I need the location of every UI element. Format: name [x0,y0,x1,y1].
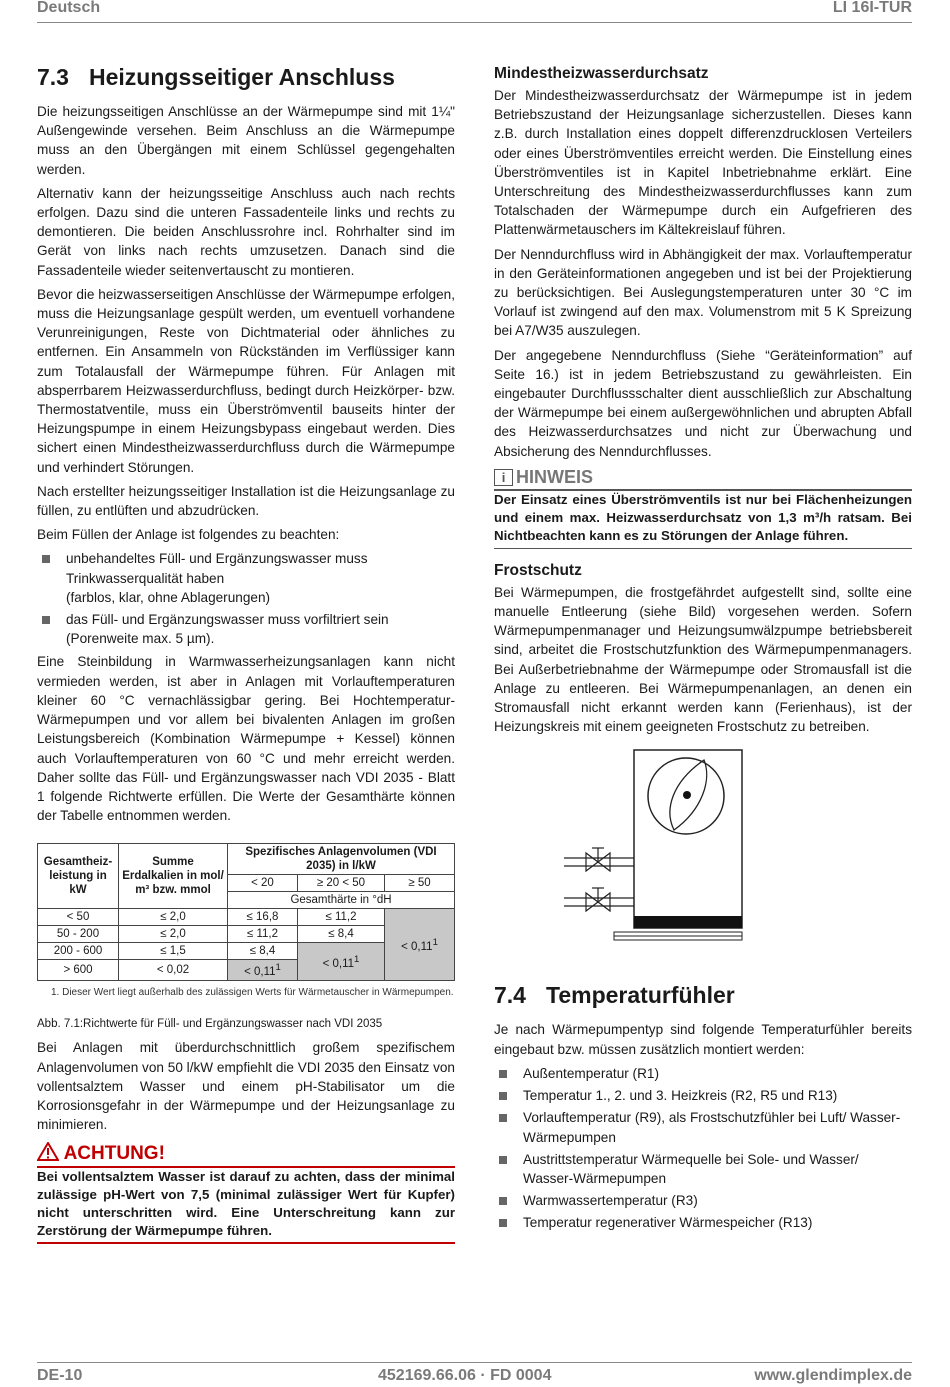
table-cell: ≤ 11,2 [297,909,384,926]
table-cell: ≤ 8,4 [297,926,384,943]
page-number: DE-10 [37,1367,83,1384]
warning-triangle-icon [37,1142,59,1161]
table-cell: ≤ 8,4 [228,943,298,960]
table-header: Gesamtheiz-leistung in kW [38,844,119,909]
section-number: 7.4 [494,982,526,1009]
table-cell: < 50 [38,909,119,926]
section-heading-7-3 [37,60,455,94]
header-language: Deutsch [37,0,101,16]
subheading-mindestheizwasserdurchsatz: Mindestheizwasserdurchsatz [494,65,709,82]
list-item: Temperatur regenerativer Wärmespeicher (R13) [494,1213,912,1232]
list-item: Austrittstemperatur Wärmequelle bei Sole- und Wasser/ Wasser-Wärmepumpen [494,1150,912,1188]
section-title: Heizungsseitiger Anschluss [89,64,395,90]
table-cell-merged: < $0,11^1$ [385,909,455,981]
left-column [37,60,455,1244]
water-guideline-table [37,843,455,981]
table-cell: ≤ 11,2 [228,926,298,943]
table-header: < 20 [228,875,298,892]
fill-water-list [37,549,455,648]
note-title: HINWEIS [516,466,594,487]
table-footnote: 1. Dieser Wert liegt außerhalb des zulässigen Werts für Wärmetauscher in Wärmepumpen. [51,987,454,999]
list-item: Temperatur 1., 2. und 3. Heizkreis (R2, R5 und R13) [494,1086,912,1105]
table-cell: 200 - 600 [38,943,119,960]
subheading-frostschutz: Frostschutz [494,561,582,579]
table-header: Spezifisches Anlagenvolumen (VDI 2035) in l/kW [228,844,455,875]
table-cell: < $0,11^1$ [228,960,298,981]
list-item: Vorlauftemperatur (R9), als Frostschutzfühler bei Luft/ Wasser-Wärmepumpen [494,1108,912,1146]
note-heading [494,468,912,491]
paragraph: Bei Anlagen mit überdurchschnittlich großem spezifischem Anlagenvolumen von 50 l/kW empfiehlt die VDI 2035 den Einsatz von vollentsalztem Wasser und einem pH-Stabilisator um die Korrosionsgefahr in der Wärmepumpe und der Heizungsanlage zu minimieren. [37,1040,455,1133]
paragraph: Bei Wärmepumpen, die frostgefährdet aufgestellt sind, sollte eine manuelle Entleerung (siehe Bild) vorgesehen werden. Sofern Wärmepumpenmanager und Heizungsumwälzpumpe betriebsbereit sind, arbeitet die Frostschutzfunktion des Wärmepumpenmanagers. Bei Außerbetriebnahme der Wärmepumpe oder Stromausfall ist die Anlage zu entleeren. Bei Wärmepumpenanlagen, an denen ein Stromausfall nicht erkannt werden kann (Ferienhaus), ist der Heizungskreis mit einem geeigneten Frostschutz zu betreiben. [494,584,912,735]
note-text: Der Einsatz eines Überströmventils ist nur bei Flächenheizungen und einem max. Heizwasserdurchsatz von 1,3 m³/h ratsam. Bei Nichtbeachten kann es zu Störungen der Anlage führen. [494,491,912,549]
page-header [37,0,912,23]
table-header: Summe Erdalkalien in mol/ m³ bzw. mmol [119,844,228,909]
table-cell: ≤ 2,0 [119,926,228,943]
table-header: ≥ 50 [385,875,455,892]
paragraph: Der Nenndurchfluss wird in Abhängigkeit der max. Vorlauftemperatur in den Geräteinformationen angegeben und ist bei der Projektierung zu berücksichtigen. Bei Auslegungstemperaturen unter 30 °C im Vorlauf ist zwingend auf den max. Volumenstrom mit 5 K Spreizung bei A7/W35 auszulegen. [494,246,912,339]
figure-caption: Abb. 7.1:Richtwerte für Füll- und Ergänzungswasser nach VDI 2035 [37,1018,383,1031]
table-row [38,909,455,926]
list-item: Warmwassertemperatur (R3) [494,1191,912,1210]
list-item: das Füll- und Ergänzungswasser muss vorfiltriert sein (Porenweite max. 5 µm). [37,610,455,648]
drain-diagram [494,748,912,958]
paragraph: Eine Steinbildung in Warmwasserheizungsanlagen kann nicht vermieden werden, ist aber in Anlagen mit Vorlauftemperaturen kleiner 60 °C vernachlässigbar gering. Bei Hochtemperatur-Wärmepumpen und vor allem bei bivalenten Anlagen im großen Leistungsbereich (Kombination Wärmepumpe + Kessel) können auch Vorlauftemperaturen von 60 °C und mehr erreicht werden. Daher sollte das Füll- und Ergänzungswasser nach VDI 2035 - Blatt 1 folgende Richtwerte erfüllen. Die Werte der Gesamthärte können der Tabelle entnommen werden. [37,654,455,824]
sensor-list [494,1064,912,1233]
section-heading-7-4 [494,978,912,1012]
paragraph: Der angegebene Nenndurchfluss (Siehe “Geräteinformation” auf Seite 16.) ist in jedem Betriebszustand zu gewährleisten. Ein eingebauter Durchflussschalter dient ausschließlich zur Abschaltung der Wärmepumpe bei einem außergewöhnlichen und abrupten Abfall des Heizwasserdurchsatzes und nicht zur Überwachung und Absicherung des Nenndurchflusses. [494,347,912,459]
table-cell-merged: < $0,11^1$ [297,943,384,981]
info-icon: i [494,469,513,486]
section-number: 7.3 [37,64,69,90]
list-item: Außentemperatur (R1) [494,1064,912,1083]
paragraph: Alternativ kann der heizungsseitige Anschluss auch nach rechts erfolgen. Dazu sind die unteren Fassadenteile links und rechts zu demontieren. Die beiden Anschlussrohre incl. Rohrhalter sind im Gerät von links nach rechts umzusetzen. Danach sind die Fassadenteile wieder seitenvertauscht zu montieren. [37,185,455,278]
paragraph: Beim Füllen der Anlage ist folgendes zu beachten: [37,527,340,543]
right-column [494,64,912,1237]
table-cell: ≤ 16,8 [228,909,298,926]
table-cell: > 600 [38,960,119,981]
section-title: Temperaturfühler [546,982,735,1009]
table-cell: 50 - 200 [38,926,119,943]
warning-heading [37,1142,455,1168]
table-cell: < 0,02 [119,960,228,981]
heat-pump-drain-illustration [494,748,912,958]
table-header: Gesamthärte in °dH [228,892,455,909]
document-number: 452169.66.06 · FD 0004 [378,1367,552,1384]
warning-text: Bei vollentsalztem Wasser ist darauf zu achten, dass der minimal zulässige pH-Wert von 7,5 (minimal zulässiger Wert für Kupfer) nicht unterschritten wird. Eine Unterschreitung kann zur Zerstörung der Wärmepumpe führen. [37,1168,455,1244]
paragraph: Der Mindestheizwasserdurchsatz der Wärmepumpe ist in jedem Betriebszustand der Heizungsanlage sicherzustellen. Dieses kann z.B. durch Installation eines doppelt differenzdrucklosen Verteilers oder eines Überströmventiles erreicht werden. Die Einstellung eines Überströmventiles ist in Kapitel Inbetriebnahme erklärt. Eine Unterschreitung des Mindestheizwasserdurchflusses kann zum Totalschaden der Wärmepumpe durch ein Aufgefrieren des Plattenwärmetauschers im Kältekreislauf führen. [494,88,912,238]
paragraph: Die heizungsseitigen Anschlüsse an der Wärmepumpe sind mit 1¼" Außengewinde versehen. Beim Anschluss an die Wärmepumpe muss an den Übergängen mit einem Schlüssel gegengehalten werden. [37,104,455,177]
table-cell: ≤ 1,5 [119,943,228,960]
table-header: ≥ 20 < 50 [297,875,384,892]
table-cell: ≤ 2,0 [119,909,228,926]
paragraph: Nach erstellter heizungsseitiger Installation ist die Heizungsanlage zu füllen, zu entlüften und abzudrücken. [37,483,455,519]
page-footer [37,1362,912,1387]
header-model: LI 16I-TUR [832,0,912,16]
paragraph: Je nach Wärmepumpentyp sind folgende Temperaturfühler bereits eingebaut bzw. müssen zusätzlich montiert werden: [494,1022,912,1057]
list-item: unbehandeltes Füll- und Ergänzungswasser muss Trinkwasserqualität haben (farblos, klar, ohne Ablagerungen) [37,549,455,607]
website-link[interactable]: www.glendimplex.de [754,1367,912,1384]
paragraph: Bevor die heizwasserseitigen Anschlüsse der Wärmepumpe erfolgen, muss die Heizungsanlage gespült werden, um eventuell vorhandene Verunreinigungen, Reste von Dichtmaterial oder ähnliches zu entfernen. Ein Ansammeln von Rückständen im Verflüssiger kann zum Totalausfall der Wärmepumpe führen. Für Anlagen mit absperrbarem Heizwasserdurchfluss, bedingt durch Heizkörper- bzw. Thermostatventile, muss ein Überströmventil bauseits hinter der Heizungspumpe in einem Heizungsbypass eingebaut werden. Dies sichert einen Mindestheizwasserdurchfluss durch die Wärmepumpe und verhindert Störungen. [37,286,455,475]
warning-title: ACHTUNG! [63,1143,165,1165]
